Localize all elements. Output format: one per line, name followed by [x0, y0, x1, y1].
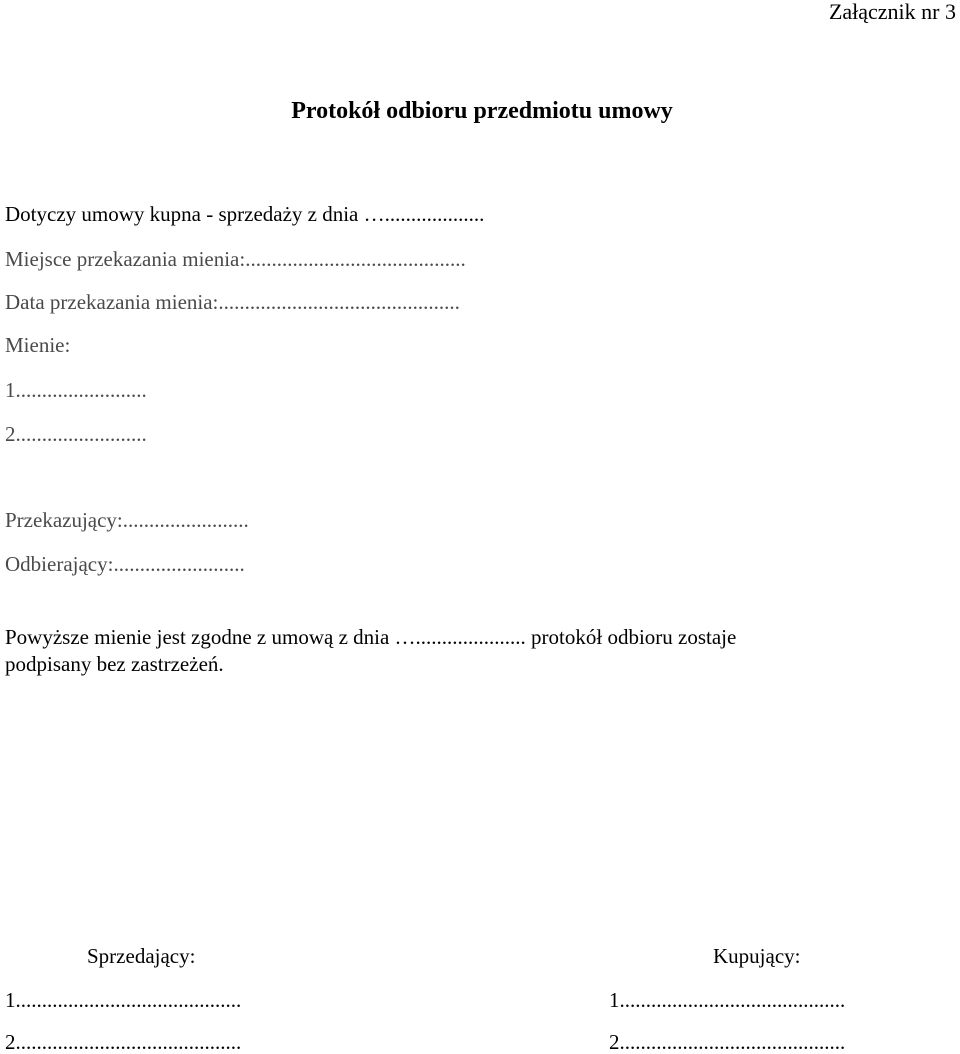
buyer-signature-line-2: 2........................................... — [609, 1030, 846, 1054]
seller-label: Sprzedający: — [87, 944, 196, 968]
buyer-label: Kupujący: — [713, 944, 801, 968]
contract-date-line: Dotyczy umowy kupna - sprzedaży z dnia …................... — [5, 202, 485, 226]
property-item-1: 1......................... — [5, 378, 147, 402]
transfer-date-line: Data przekazania mienia:.............................................. — [5, 290, 460, 314]
seller-signature-line-2: 2........................................... — [5, 1030, 242, 1054]
property-item-2: 2......................... — [5, 422, 147, 446]
transfer-place-line: Miejsce przekazania mienia:.......................................... — [5, 247, 466, 271]
seller-signature-line-1: 1........................................... — [5, 988, 242, 1012]
conformity-statement-line-1: Powyższe mienie jest zgodne z umową z dnia …..................... protokół odbioru zostaje — [5, 625, 737, 649]
document-title: Protokół odbioru przedmiotu umowy — [291, 98, 673, 124]
recipient-line: Odbierający:......................... — [5, 552, 245, 576]
conformity-statement — [5, 624, 955, 678]
attachment-label: Załącznik nr 3 — [828, 0, 956, 24]
property-label: Mienie: — [5, 333, 71, 357]
conformity-statement-line-2: podpisany bez zastrzeżeń. — [5, 652, 224, 676]
buyer-signature-line-1: 1........................................... — [609, 988, 846, 1012]
transferor-line: Przekazujący:........................ — [5, 508, 249, 532]
